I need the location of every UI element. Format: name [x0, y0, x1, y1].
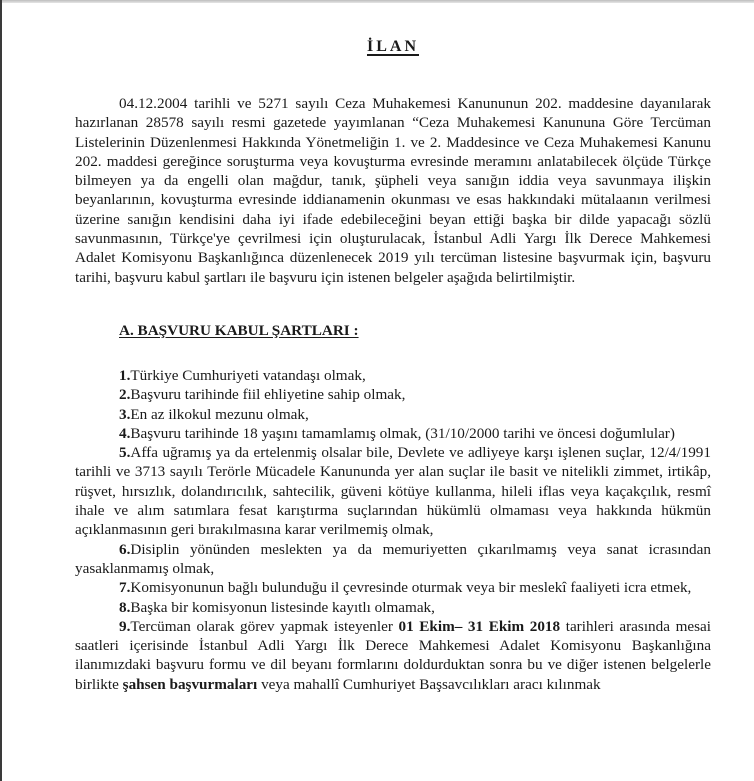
item-number: 6.: [119, 540, 131, 558]
page-top-border: [0, 0, 754, 3]
requirements-list: [75, 366, 711, 694]
item-number: 9.: [119, 617, 131, 635]
item-number: 7.: [119, 579, 131, 597]
list-item: 5.Affa uğramış ya da ertelenmiş olsalar bile, Devlete ve adliyeye karşı işlenen suçlar, 12/4/1991 tarihli ve 3713 sayılı Terörle Mücadele Kanununda yer alan suçlar ile basit ve nitelikli zimmet, irtikâp, rüşvet, hırsızlık, dolandırıcılık, sahtecilik, güveni kötüye kullanma, hileli iflas veya kaçakçılık, resmî ihale ve alım satımlara fesat karıştırma suçlarından hükümlü olmaması veya hakkında hükmün açıklanmasının geri bırakılmasına karar verilmemiş olmak,: [75, 444, 711, 539]
item-number: 4.: [119, 424, 131, 442]
item-number: 3.: [119, 405, 131, 423]
list-item: 3.En az ilkokul mezunu olmak,: [119, 405, 309, 423]
item-number: 8.: [119, 598, 131, 616]
application-dates: 01 Ekim– 31 Ekim 2018: [398, 617, 561, 635]
list-item: 2.Başvuru tarihinde fiil ehliyetine sahip olmak,: [119, 386, 406, 404]
page-left-border: [0, 0, 2, 781]
list-item-9: 9.Tercüman olarak görev yapmak isteyenler 01 Ekim– 31 Ekim 2018 tarihleri arasında mesai saatleri içerisinde İstanbul Adli Yargı İlk Derece Mahkemesi Adalet Komisyonu Başkanlığına ilanımızdaki başvuru formu ve dil beyanı formlarını doldurduktan sonra bu ve diğer istenen belgelerle birlikte şahsen başvurmaları veya mahallî Cumhuriyet Başsavcılıkları aracı kılınmak: [75, 617, 711, 693]
intro-paragraph: 04.12.2004 tarihli ve 5271 sayılı Ceza Muhakemesi Kanununun 202. maddesine dayanılarak hazırlanan 28578 sayılı resmi gazetede yayımlanan “Ceza Muhakemesi Kanununa Göre Tercüman Listelerinin Düzenlenmesi Hakkında Yönetmeliğin 1. ve 2. Maddesince ve Ceza Muhakemesi Kanunu 202. maddesi gereğince soruşturma veya kovuşturma evresinde meramını anlatabilecek ölçüde Türkçe bilmeyen ya da engelli olan mağdur, tanık, şüpheli veya sanığın iddia veya savunmaya ilişkin beyanlarının, kovuşturma evresinde iddianamenin okunması ve esas hakkındaki mütalaanın verilmesi üzerine sanığın kendisini daha iyi ifade edebileceğini beyan ettiği başka bir dilde yapacağı sözlü savunmasının, Türkçe'ye çevrilmesi için oluşturulacak, İstanbul Adli Yargı İlk Derece Mahkemesi Adalet Komisyonu Başkanlığınca düzenlenecek 2019 yılı tercüman listesine başvurmak için, başvuru tarihi, başvuru kabul şartları ile başvuru için istenen belgeler aşağıda belirtilmiştir.: [75, 95, 711, 286]
item-number: 1.: [119, 367, 131, 384]
item-number: 5.: [119, 444, 131, 462]
section-a-heading: A. BAŞVURU KABUL ŞARTLARI :: [119, 322, 359, 339]
item-number: 2.: [119, 386, 131, 404]
in-person-application: şahsen başvurmaları: [122, 675, 258, 693]
list-item: 6.Disiplin yönünden meslekten ya da memuriyetten çıkarılmamış veya sanat icrasından yasaklanmamış olmak,: [75, 540, 711, 577]
list-item: 1.Türkiye Cumhuriyeti vatandaşı olmak,: [119, 367, 366, 384]
list-item: 4.Başvuru tarihinde 18 yaşını tamamlamış olmak, (31/10/2000 tarihi ve öncesi doğumlular): [119, 424, 675, 442]
document-title: İLAN: [366, 38, 419, 55]
list-item: 7.Komisyonunun bağlı bulunduğu il çevresinde oturmak veya bir meslekî faaliyeti icra etmek,: [119, 579, 692, 597]
list-item: 8.Başka bir komisyonun listesinde kayıtlı olmamak,: [119, 598, 435, 616]
